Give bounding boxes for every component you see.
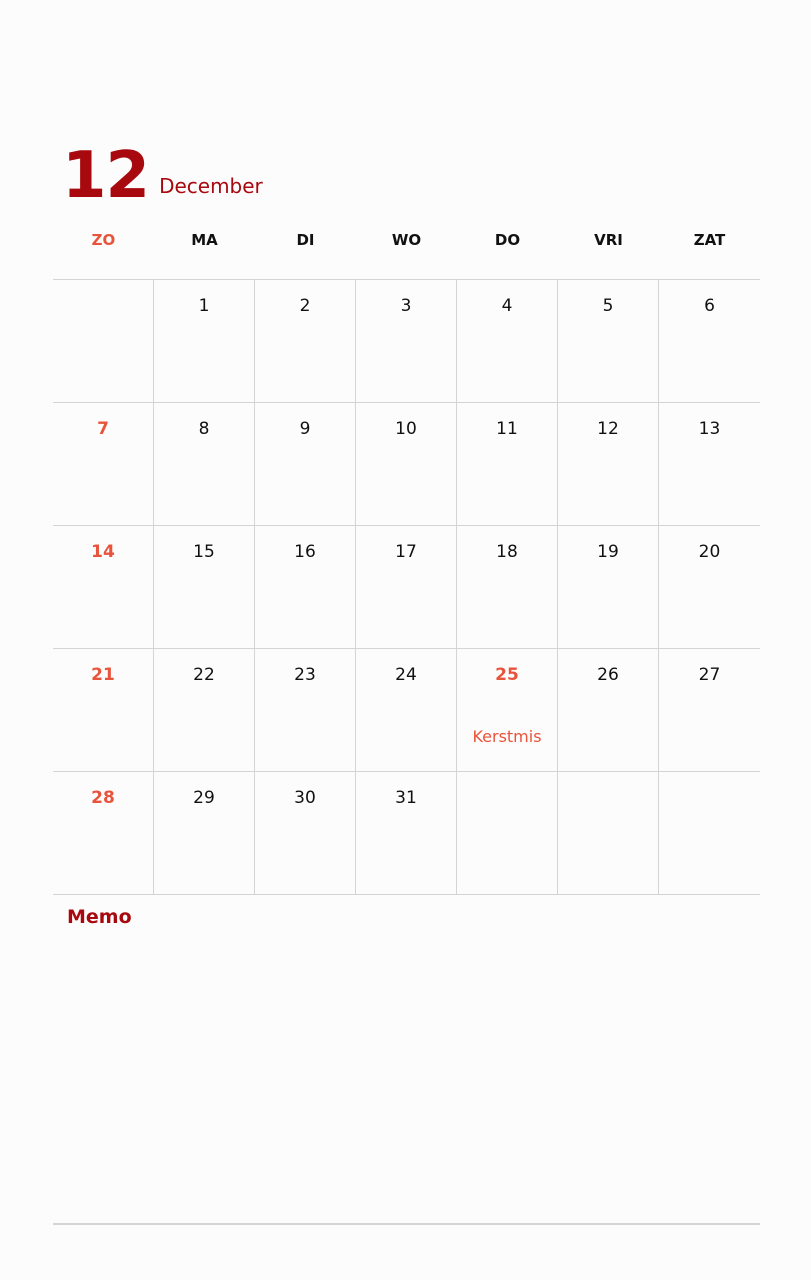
day-cell[interactable] xyxy=(154,772,255,895)
day-number: 21 xyxy=(91,665,115,685)
memo-area[interactable] xyxy=(53,895,760,1225)
memo-title: Memo xyxy=(67,906,132,928)
day-number: 2 xyxy=(299,296,311,316)
weekday-label: WO xyxy=(391,231,422,249)
weekday-label: ZAT xyxy=(693,231,726,249)
weekday-label: DI xyxy=(296,231,315,249)
calendar-grid xyxy=(53,280,760,895)
weekday-label: ZO xyxy=(91,231,116,249)
weekday-label: MA xyxy=(191,231,218,249)
day-cell[interactable] xyxy=(558,403,659,526)
day-cell[interactable] xyxy=(659,403,760,526)
day-cell[interactable] xyxy=(154,403,255,526)
day-number: 12 xyxy=(597,419,619,439)
weekday-label: VRI xyxy=(594,231,623,249)
day-number: 18 xyxy=(496,542,518,562)
day-number: 20 xyxy=(698,542,721,562)
day-number: 13 xyxy=(698,419,721,439)
day-number: 28 xyxy=(91,788,115,808)
day-cell[interactable] xyxy=(154,649,255,772)
day-cell[interactable] xyxy=(154,280,255,403)
weekday-label: DO xyxy=(494,231,521,249)
day-cell[interactable] xyxy=(356,649,457,772)
day-number: 25 xyxy=(495,665,519,685)
day-cell[interactable] xyxy=(659,280,760,403)
empty-day-cell xyxy=(457,772,558,895)
day-cell[interactable] xyxy=(255,772,356,895)
day-cell[interactable] xyxy=(255,280,356,403)
empty-day-cell xyxy=(558,772,659,895)
day-cell[interactable] xyxy=(558,280,659,403)
empty-day-cell xyxy=(53,280,154,403)
day-cell[interactable] xyxy=(457,403,558,526)
day-number: 5 xyxy=(602,296,614,316)
day-number: 9 xyxy=(299,419,311,439)
day-cell[interactable] xyxy=(457,649,558,772)
day-cell[interactable] xyxy=(356,280,457,403)
weekday-header-row xyxy=(53,210,760,280)
day-number: 22 xyxy=(193,665,215,685)
calendar-header xyxy=(62,140,263,212)
day-cell[interactable] xyxy=(457,526,558,649)
day-cell[interactable] xyxy=(53,403,154,526)
day-number: 29 xyxy=(193,788,215,808)
day-number: 7 xyxy=(97,419,109,439)
day-number: 14 xyxy=(91,542,115,562)
day-cell[interactable] xyxy=(53,649,154,772)
day-cell[interactable] xyxy=(53,526,154,649)
day-cell[interactable] xyxy=(558,649,659,772)
day-number: 30 xyxy=(294,788,316,808)
day-number: 1 xyxy=(198,296,210,316)
month-name: December xyxy=(159,174,263,198)
day-cell[interactable] xyxy=(255,526,356,649)
day-cell[interactable] xyxy=(53,772,154,895)
month-number: 12 xyxy=(62,139,150,213)
day-number: 19 xyxy=(597,542,619,562)
day-cell[interactable] xyxy=(356,772,457,895)
day-number: 8 xyxy=(198,419,210,439)
day-number: 4 xyxy=(501,296,513,316)
day-number: 10 xyxy=(395,419,417,439)
day-cell[interactable] xyxy=(255,649,356,772)
day-number: 26 xyxy=(597,665,619,685)
holiday-label: Kerstmis xyxy=(472,727,542,746)
day-number: 3 xyxy=(400,296,412,316)
day-number: 31 xyxy=(395,788,417,808)
day-cell[interactable] xyxy=(356,403,457,526)
day-number: 17 xyxy=(395,542,417,562)
day-number: 11 xyxy=(496,419,518,439)
day-number: 27 xyxy=(698,665,721,685)
day-cell[interactable] xyxy=(659,649,760,772)
day-cell[interactable] xyxy=(558,526,659,649)
day-number: 15 xyxy=(193,542,215,562)
empty-day-cell xyxy=(659,772,760,895)
day-cell[interactable] xyxy=(356,526,457,649)
day-number: 6 xyxy=(704,296,715,316)
day-cell[interactable] xyxy=(154,526,255,649)
day-cell[interactable] xyxy=(255,403,356,526)
day-cell[interactable] xyxy=(457,280,558,403)
day-number: 24 xyxy=(395,665,417,685)
day-cell[interactable] xyxy=(659,526,760,649)
day-number: 16 xyxy=(294,542,316,562)
day-number: 23 xyxy=(294,665,316,685)
